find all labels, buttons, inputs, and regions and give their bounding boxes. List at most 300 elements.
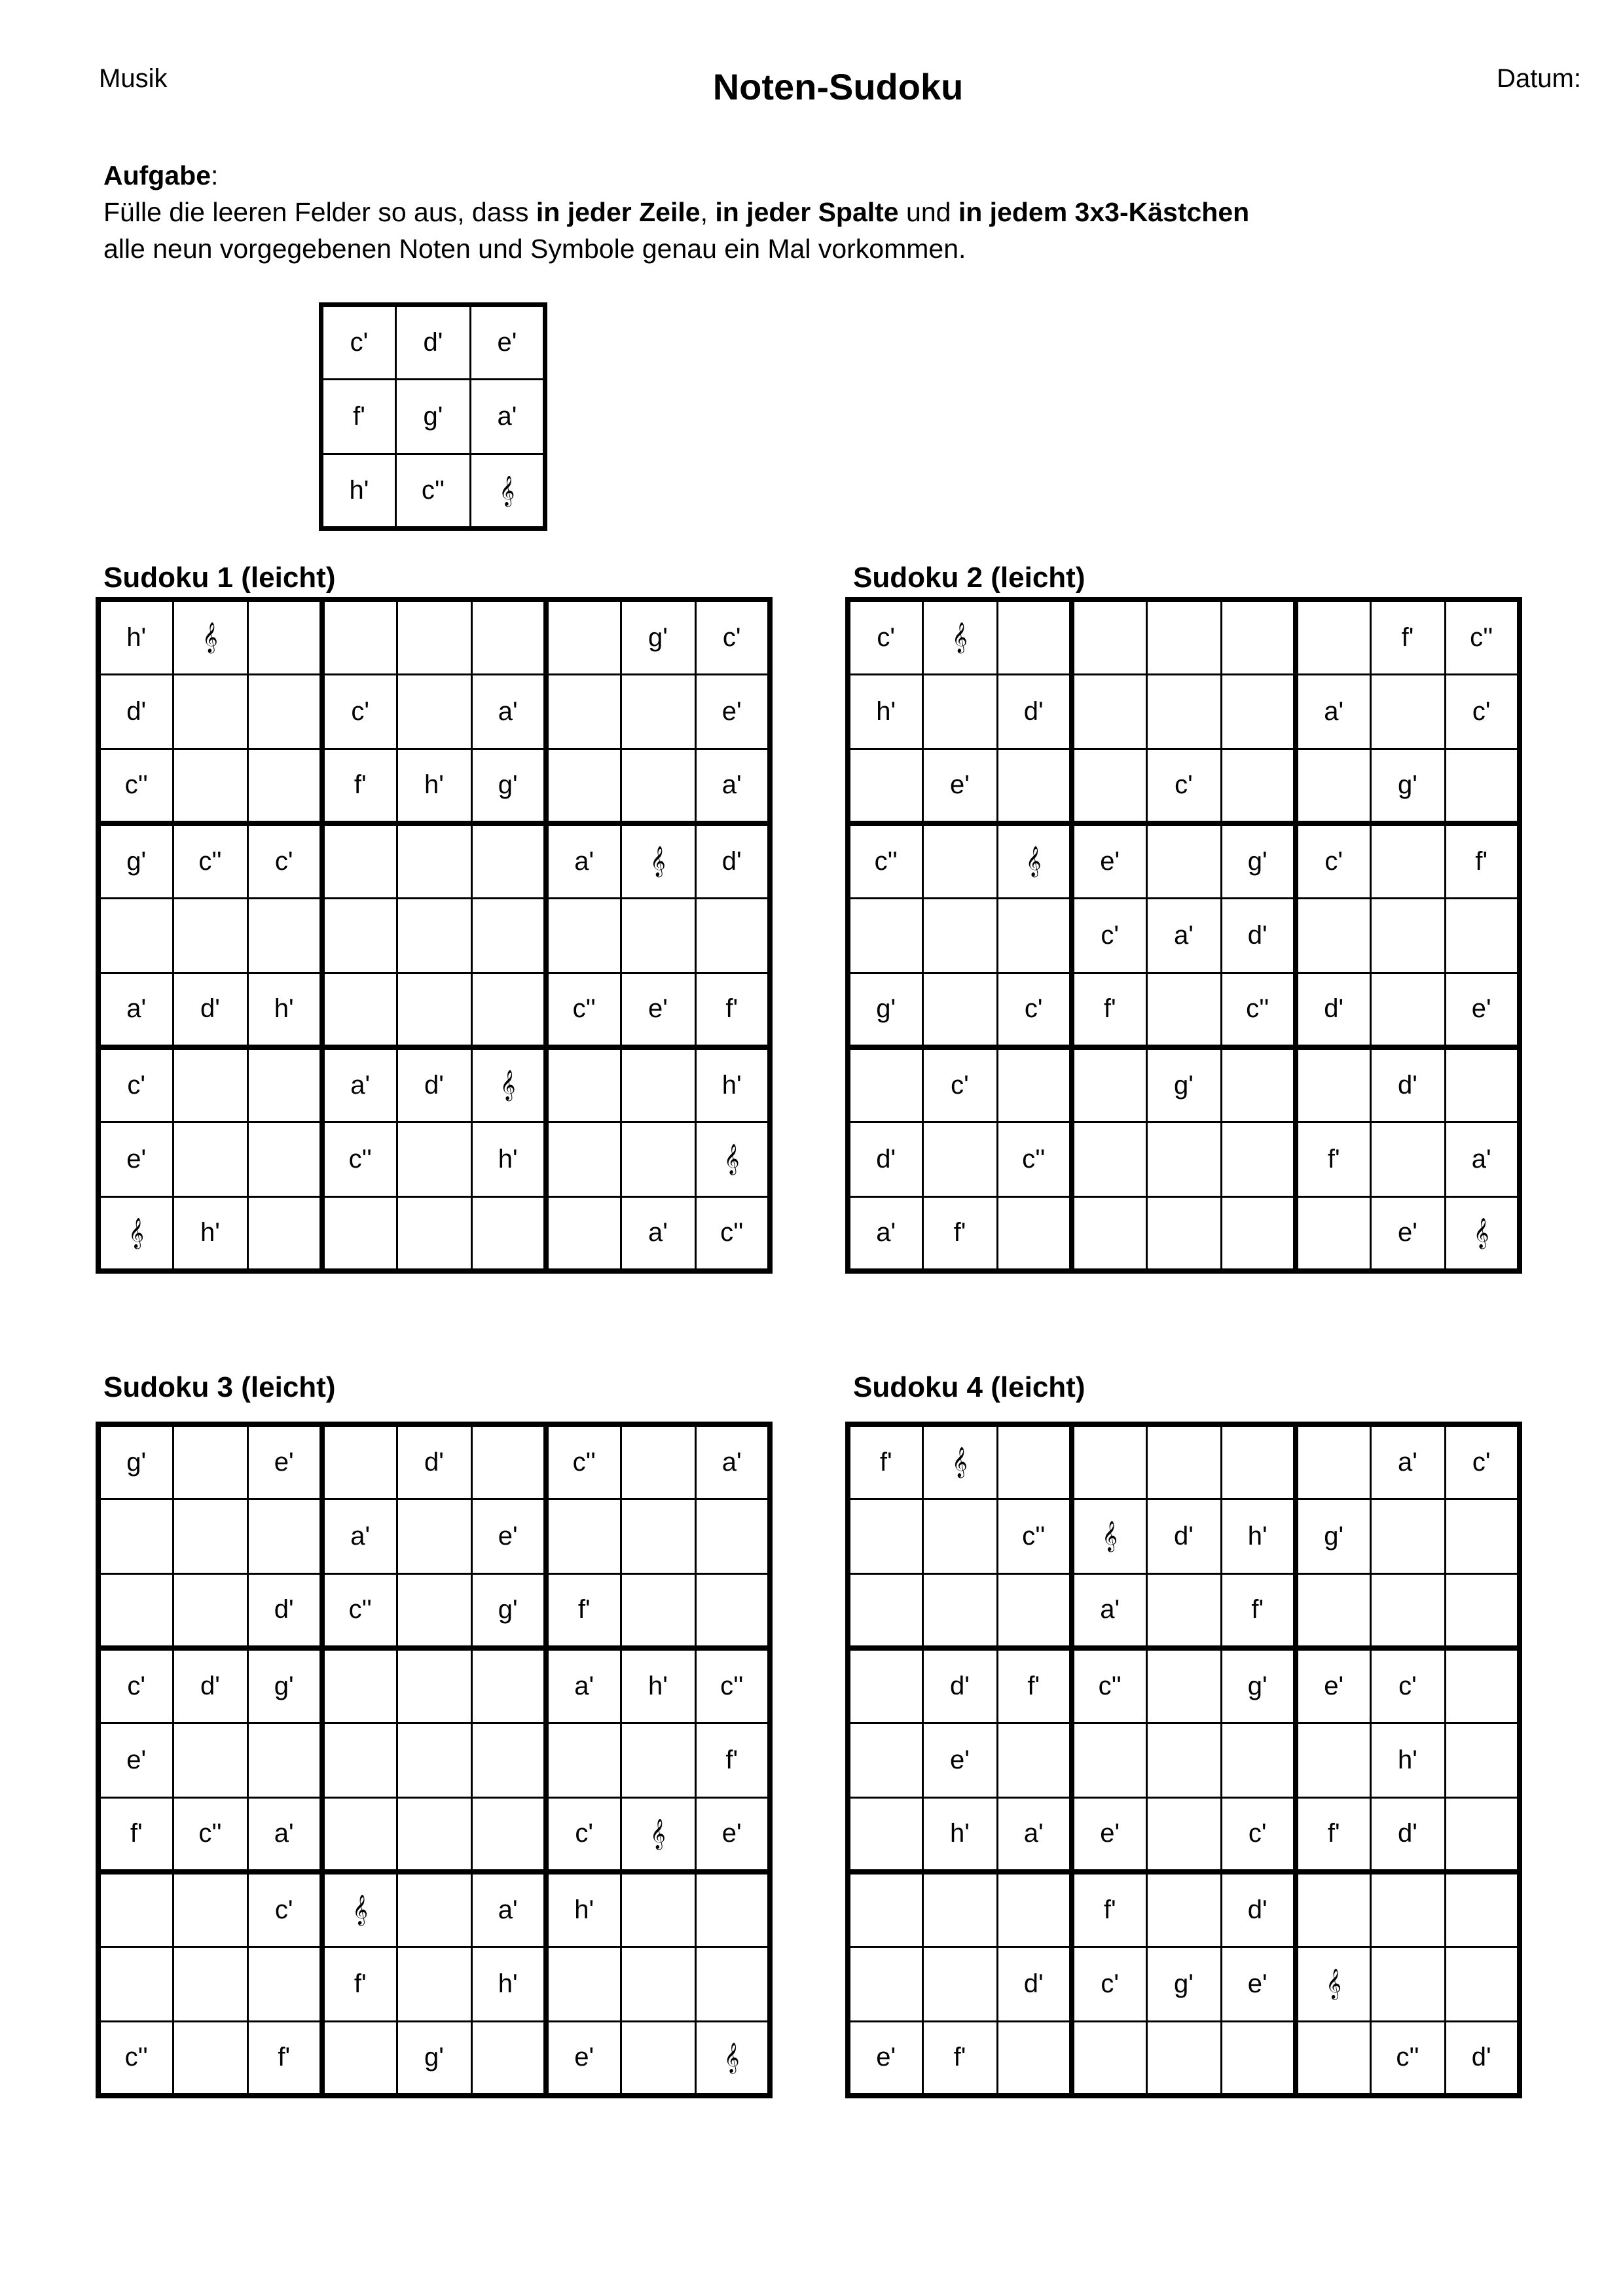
- note-cell: a': [1146, 898, 1221, 973]
- note-cell: d': [247, 1573, 322, 1648]
- empty-cell[interactable]: [397, 1946, 471, 2021]
- treble-clef-icon: 𝄞: [173, 600, 247, 674]
- note-cell: f': [848, 1424, 922, 1499]
- note-cell: a': [471, 1872, 546, 1946]
- note-cell: c'': [997, 1499, 1072, 1573]
- empty-cell[interactable]: [471, 1797, 546, 1872]
- empty-cell[interactable]: [1221, 2021, 1296, 2096]
- empty-cell[interactable]: [322, 1797, 397, 1872]
- sudoku-row: [98, 1499, 770, 1573]
- note-cell: c': [546, 1797, 621, 1872]
- empty-cell[interactable]: [1146, 2021, 1221, 2096]
- note-cell: a': [695, 1424, 770, 1499]
- empty-cell[interactable]: [621, 674, 695, 749]
- empty-cell[interactable]: [322, 1424, 397, 1499]
- empty-cell[interactable]: [997, 1872, 1072, 1946]
- note-cell: c': [1146, 749, 1221, 823]
- empty-cell[interactable]: [848, 1797, 922, 1872]
- empty-cell[interactable]: [546, 1122, 621, 1196]
- task-text: ,: [700, 197, 716, 227]
- empty-cell[interactable]: [1296, 1196, 1370, 1271]
- note-cell: d': [1146, 1499, 1221, 1573]
- empty-cell[interactable]: [997, 1573, 1072, 1648]
- sudoku-1-grid: [96, 597, 773, 1274]
- note-cell: h': [848, 674, 922, 749]
- note-cell: c'': [997, 1122, 1072, 1196]
- empty-cell[interactable]: [397, 1723, 471, 1797]
- empty-cell[interactable]: [922, 674, 997, 749]
- empty-cell[interactable]: [997, 1047, 1072, 1122]
- empty-cell[interactable]: [247, 898, 322, 973]
- note-cell: h': [98, 600, 173, 674]
- task-emphasis: in jeder Spalte: [715, 197, 899, 227]
- empty-cell[interactable]: [1370, 1499, 1445, 1573]
- empty-cell[interactable]: [247, 674, 322, 749]
- note-cell: c': [247, 823, 322, 898]
- empty-cell[interactable]: [621, 898, 695, 973]
- empty-cell[interactable]: [1072, 2021, 1146, 2096]
- empty-cell[interactable]: [173, 1122, 247, 1196]
- empty-cell[interactable]: [1445, 1723, 1520, 1797]
- note-cell: c'': [848, 823, 922, 898]
- empty-cell[interactable]: [397, 1499, 471, 1573]
- note-cell: e': [546, 2021, 621, 2096]
- note-cell: g': [1221, 1648, 1296, 1723]
- note-cell: d': [997, 674, 1072, 749]
- empty-cell[interactable]: [1296, 1872, 1370, 1946]
- empty-cell[interactable]: [848, 749, 922, 823]
- task-line-3: alle neun vorgegebenen Noten und Symbole genau ein Mal vorkommen.: [103, 234, 966, 264]
- empty-cell[interactable]: [848, 1047, 922, 1122]
- note-cell: c'': [546, 1424, 621, 1499]
- note-cell: a': [471, 674, 546, 749]
- empty-cell[interactable]: [471, 600, 546, 674]
- empty-cell[interactable]: [322, 2021, 397, 2096]
- empty-cell[interactable]: [173, 1946, 247, 2021]
- empty-cell[interactable]: [1370, 1872, 1445, 1946]
- empty-cell[interactable]: [997, 898, 1072, 973]
- empty-cell[interactable]: [1296, 1424, 1370, 1499]
- note-cell: e': [621, 973, 695, 1047]
- empty-cell[interactable]: [621, 2021, 695, 2096]
- note-cell: h': [471, 1122, 546, 1196]
- empty-cell[interactable]: [1146, 1122, 1221, 1196]
- sudoku-row: [98, 1872, 770, 1946]
- empty-cell[interactable]: [621, 1573, 695, 1648]
- empty-cell[interactable]: [471, 2021, 546, 2096]
- empty-cell[interactable]: [922, 1946, 997, 2021]
- empty-cell[interactable]: [1296, 1723, 1370, 1797]
- note-cell: f': [1072, 973, 1146, 1047]
- empty-cell[interactable]: [621, 1122, 695, 1196]
- empty-cell[interactable]: [1445, 1872, 1520, 1946]
- empty-cell[interactable]: [621, 749, 695, 823]
- empty-cell[interactable]: [471, 823, 546, 898]
- sudoku-row: [848, 749, 1520, 823]
- empty-cell[interactable]: [322, 898, 397, 973]
- empty-cell[interactable]: [247, 1122, 322, 1196]
- note-cell: g': [1221, 823, 1296, 898]
- empty-cell[interactable]: [848, 1648, 922, 1723]
- empty-cell[interactable]: [546, 1196, 621, 1271]
- empty-cell[interactable]: [1445, 1499, 1520, 1573]
- note-cell: a': [322, 1047, 397, 1122]
- empty-cell[interactable]: [1072, 1047, 1146, 1122]
- empty-cell[interactable]: [997, 1723, 1072, 1797]
- empty-cell[interactable]: [1146, 1196, 1221, 1271]
- empty-cell[interactable]: [546, 600, 621, 674]
- note-cell: c': [1370, 1648, 1445, 1723]
- note-cell: a': [695, 749, 770, 823]
- empty-cell[interactable]: [1445, 1047, 1520, 1122]
- empty-cell[interactable]: [997, 1196, 1072, 1271]
- empty-cell[interactable]: [1221, 1196, 1296, 1271]
- empty-cell[interactable]: [1146, 1797, 1221, 1872]
- empty-cell[interactable]: [397, 1648, 471, 1723]
- sudoku-row: [98, 823, 770, 898]
- task-description: [103, 157, 1249, 267]
- empty-cell[interactable]: [1146, 973, 1221, 1047]
- empty-cell[interactable]: [173, 1047, 247, 1122]
- empty-cell[interactable]: [546, 1723, 621, 1797]
- empty-cell[interactable]: [1072, 1723, 1146, 1797]
- sudoku-row: [848, 898, 1520, 973]
- note-cell: g': [471, 1573, 546, 1648]
- empty-cell[interactable]: [247, 749, 322, 823]
- empty-cell[interactable]: [98, 898, 173, 973]
- empty-cell[interactable]: [322, 973, 397, 1047]
- empty-cell[interactable]: [1296, 600, 1370, 674]
- sudoku-row: [98, 1797, 770, 1872]
- empty-cell[interactable]: [1146, 1424, 1221, 1499]
- empty-cell[interactable]: [1072, 1122, 1146, 1196]
- empty-cell[interactable]: [546, 749, 621, 823]
- empty-cell[interactable]: [1221, 1122, 1296, 1196]
- empty-cell[interactable]: [695, 1499, 770, 1573]
- empty-cell[interactable]: [1146, 1872, 1221, 1946]
- empty-cell[interactable]: [922, 1872, 997, 1946]
- empty-cell[interactable]: [546, 1499, 621, 1573]
- empty-cell[interactable]: [1072, 749, 1146, 823]
- empty-cell[interactable]: [173, 674, 247, 749]
- empty-cell[interactable]: [247, 1047, 322, 1122]
- treble-clef-icon: 𝄞: [695, 2021, 770, 2096]
- note-cell: h': [321, 454, 396, 529]
- empty-cell[interactable]: [471, 1424, 546, 1499]
- sudoku-2-grid: [845, 597, 1522, 1274]
- empty-cell[interactable]: [397, 1573, 471, 1648]
- treble-clef-icon: 𝄞: [1072, 1499, 1146, 1573]
- note-cell: d': [397, 1047, 471, 1122]
- sudoku-row: [848, 1648, 1520, 1723]
- empty-cell[interactable]: [322, 1196, 397, 1271]
- empty-cell[interactable]: [621, 1946, 695, 2021]
- empty-cell[interactable]: [173, 2021, 247, 2096]
- empty-cell[interactable]: [546, 1946, 621, 2021]
- note-cell: c': [997, 973, 1072, 1047]
- empty-cell[interactable]: [1370, 898, 1445, 973]
- empty-cell[interactable]: [471, 1723, 546, 1797]
- note-cell: c'': [322, 1573, 397, 1648]
- empty-cell[interactable]: [1221, 1424, 1296, 1499]
- empty-cell[interactable]: [695, 1872, 770, 1946]
- note-cell: g': [471, 749, 546, 823]
- note-cell: f': [922, 2021, 997, 2096]
- sudoku-row: [848, 823, 1520, 898]
- empty-cell[interactable]: [98, 1872, 173, 1946]
- empty-cell[interactable]: [621, 1723, 695, 1797]
- note-cell: c'': [1370, 2021, 1445, 2096]
- note-cell: e': [922, 749, 997, 823]
- empty-cell[interactable]: [546, 898, 621, 973]
- empty-cell[interactable]: [1296, 749, 1370, 823]
- task-emphasis: in jedem 3x3-Kästchen: [958, 197, 1250, 227]
- sudoku-4-title: Sudoku 4 (leicht): [853, 1371, 1085, 1403]
- note-cell: g': [1296, 1499, 1370, 1573]
- empty-cell[interactable]: [397, 600, 471, 674]
- empty-cell[interactable]: [322, 823, 397, 898]
- empty-cell[interactable]: [1296, 2021, 1370, 2096]
- note-cell: g': [397, 2021, 471, 2096]
- note-cell: d': [396, 305, 471, 380]
- empty-cell[interactable]: [397, 898, 471, 973]
- empty-cell[interactable]: [471, 898, 546, 973]
- page-title: Noten-Sudoku: [712, 66, 964, 107]
- note-cell: a': [1370, 1424, 1445, 1499]
- note-cell: c': [695, 600, 770, 674]
- empty-cell[interactable]: [471, 973, 546, 1047]
- note-cell: g': [1146, 1946, 1221, 2021]
- empty-cell[interactable]: [695, 1573, 770, 1648]
- empty-cell[interactable]: [1296, 898, 1370, 973]
- empty-cell[interactable]: [98, 1946, 173, 2021]
- note-cell: g': [621, 600, 695, 674]
- empty-cell[interactable]: [173, 1499, 247, 1573]
- empty-cell[interactable]: [173, 898, 247, 973]
- note-cell: g': [1146, 1047, 1221, 1122]
- treble-clef-icon: 𝄞: [471, 1047, 546, 1122]
- empty-cell[interactable]: [1370, 1573, 1445, 1648]
- empty-cell[interactable]: [1445, 1797, 1520, 1872]
- empty-cell[interactable]: [173, 1872, 247, 1946]
- sudoku-row: [98, 674, 770, 749]
- sudoku-row: [98, 898, 770, 973]
- treble-clef-icon: 𝄞: [997, 823, 1072, 898]
- empty-cell[interactable]: [98, 1573, 173, 1648]
- sudoku-3-title: Sudoku 3 (leicht): [103, 1371, 336, 1403]
- note-cell: c': [848, 600, 922, 674]
- empty-cell[interactable]: [1296, 1047, 1370, 1122]
- note-cell: d': [1221, 1872, 1296, 1946]
- note-cell: c': [98, 1648, 173, 1723]
- empty-cell[interactable]: [322, 1648, 397, 1723]
- empty-cell[interactable]: [322, 1723, 397, 1797]
- treble-clef-icon: 𝄞: [621, 823, 695, 898]
- empty-cell[interactable]: [922, 973, 997, 1047]
- sudoku-row: [848, 1797, 1520, 1872]
- empty-cell[interactable]: [98, 1499, 173, 1573]
- empty-cell[interactable]: [1370, 823, 1445, 898]
- empty-cell[interactable]: [1370, 973, 1445, 1047]
- note-cell: a': [1445, 1122, 1520, 1196]
- empty-cell[interactable]: [621, 1499, 695, 1573]
- note-cell: f': [922, 1196, 997, 1271]
- empty-cell[interactable]: [922, 1499, 997, 1573]
- empty-cell[interactable]: [1445, 1648, 1520, 1723]
- task-line-2: [103, 194, 1249, 230]
- empty-cell[interactable]: [546, 1047, 621, 1122]
- empty-cell[interactable]: [247, 1946, 322, 2021]
- note-cell: c'': [695, 1648, 770, 1723]
- empty-cell[interactable]: [1072, 1196, 1146, 1271]
- sudoku-row: [848, 1047, 1520, 1122]
- empty-cell[interactable]: [922, 898, 997, 973]
- empty-cell[interactable]: [1221, 1723, 1296, 1797]
- empty-cell[interactable]: [1370, 1122, 1445, 1196]
- empty-cell[interactable]: [1072, 674, 1146, 749]
- note-cell: e': [695, 674, 770, 749]
- empty-cell[interactable]: [848, 898, 922, 973]
- note-cell: d': [1221, 898, 1296, 973]
- empty-cell[interactable]: [1445, 1573, 1520, 1648]
- note-cell: f': [1296, 1797, 1370, 1872]
- treble-clef-icon: 𝄞: [1296, 1946, 1370, 2021]
- empty-cell[interactable]: [1221, 1047, 1296, 1122]
- note-cell: a': [546, 823, 621, 898]
- empty-cell[interactable]: [848, 1946, 922, 2021]
- empty-cell[interactable]: [1221, 749, 1296, 823]
- empty-cell[interactable]: [247, 1196, 322, 1271]
- note-cell: a': [848, 1196, 922, 1271]
- note-cell: h': [1370, 1723, 1445, 1797]
- empty-cell[interactable]: [1445, 898, 1520, 973]
- empty-cell[interactable]: [695, 1946, 770, 2021]
- note-cell: f': [322, 1946, 397, 2021]
- empty-cell[interactable]: [397, 674, 471, 749]
- note-cell: d': [922, 1648, 997, 1723]
- empty-cell[interactable]: [997, 749, 1072, 823]
- sudoku-row: [848, 1196, 1520, 1271]
- empty-cell[interactable]: [621, 1424, 695, 1499]
- task-text: und: [898, 197, 958, 227]
- note-cell: d': [173, 1648, 247, 1723]
- empty-cell[interactable]: [397, 1196, 471, 1271]
- note-cell: f': [322, 749, 397, 823]
- empty-cell[interactable]: [322, 600, 397, 674]
- sudoku-row: [98, 973, 770, 1047]
- note-cell: a': [247, 1797, 322, 1872]
- note-cell: c': [247, 1872, 322, 1946]
- note-cell: h': [621, 1648, 695, 1723]
- empty-cell[interactable]: [922, 1122, 997, 1196]
- empty-cell[interactable]: [397, 973, 471, 1047]
- empty-cell[interactable]: [848, 1499, 922, 1573]
- empty-cell[interactable]: [1221, 600, 1296, 674]
- empty-cell[interactable]: [397, 1797, 471, 1872]
- empty-cell[interactable]: [1146, 674, 1221, 749]
- note-cell: c': [322, 674, 397, 749]
- empty-cell[interactable]: [1370, 1946, 1445, 2021]
- empty-cell[interactable]: [997, 600, 1072, 674]
- note-cell: c': [1221, 1797, 1296, 1872]
- note-cell: d': [173, 973, 247, 1047]
- sudoku-row: [98, 1648, 770, 1723]
- note-cell: f': [695, 1723, 770, 1797]
- empty-cell[interactable]: [1146, 600, 1221, 674]
- empty-cell[interactable]: [997, 1424, 1072, 1499]
- empty-cell[interactable]: [471, 1648, 546, 1723]
- sudoku-row: [848, 1122, 1520, 1196]
- sudoku-row: [98, 1723, 770, 1797]
- treble-clef-icon: 𝄞: [471, 454, 545, 529]
- empty-cell[interactable]: [173, 1723, 247, 1797]
- empty-cell[interactable]: [997, 2021, 1072, 2096]
- empty-cell[interactable]: [173, 1424, 247, 1499]
- empty-cell[interactable]: [173, 749, 247, 823]
- empty-cell[interactable]: [621, 1047, 695, 1122]
- note-cell: a': [471, 380, 545, 454]
- empty-cell[interactable]: [1146, 1723, 1221, 1797]
- empty-cell[interactable]: [1146, 823, 1221, 898]
- empty-cell[interactable]: [471, 1196, 546, 1271]
- empty-cell[interactable]: [848, 1573, 922, 1648]
- note-cell: g': [848, 973, 922, 1047]
- empty-cell[interactable]: [397, 823, 471, 898]
- empty-cell[interactable]: [173, 1573, 247, 1648]
- empty-cell[interactable]: [621, 1872, 695, 1946]
- note-cell: e': [471, 305, 545, 380]
- empty-cell[interactable]: [1370, 674, 1445, 749]
- task-text: Fülle die leeren Felder so aus, dass: [103, 197, 536, 227]
- empty-cell[interactable]: [922, 1573, 997, 1648]
- empty-cell[interactable]: [1072, 1424, 1146, 1499]
- empty-cell[interactable]: [247, 1723, 322, 1797]
- empty-cell[interactable]: [397, 1872, 471, 1946]
- note-cell: a': [621, 1196, 695, 1271]
- empty-cell[interactable]: [1146, 1648, 1221, 1723]
- treble-clef-icon: 𝄞: [695, 1122, 770, 1196]
- note-cell: h': [922, 1797, 997, 1872]
- empty-cell[interactable]: [1445, 749, 1520, 823]
- sudoku-row: [848, 1424, 1520, 1499]
- empty-cell[interactable]: [1296, 1573, 1370, 1648]
- empty-cell[interactable]: [247, 600, 322, 674]
- sudoku-row: [98, 1573, 770, 1648]
- empty-cell[interactable]: [546, 674, 621, 749]
- empty-cell[interactable]: [1221, 674, 1296, 749]
- empty-cell[interactable]: [1445, 1946, 1520, 2021]
- empty-cell[interactable]: [922, 823, 997, 898]
- empty-cell[interactable]: [1072, 600, 1146, 674]
- empty-cell[interactable]: [848, 1872, 922, 1946]
- note-cell: f': [695, 973, 770, 1047]
- empty-cell[interactable]: [247, 1499, 322, 1573]
- note-cell: c': [1445, 674, 1520, 749]
- note-cell: c': [922, 1047, 997, 1122]
- note-cell: g': [98, 1424, 173, 1499]
- task-emphasis: in jeder Zeile: [536, 197, 701, 227]
- empty-cell[interactable]: [695, 898, 770, 973]
- sudoku-row: [98, 2021, 770, 2096]
- empty-cell[interactable]: [397, 1122, 471, 1196]
- note-cell: c'': [396, 454, 471, 529]
- empty-cell[interactable]: [1146, 1573, 1221, 1648]
- note-cell: d': [1445, 2021, 1520, 2096]
- note-cell: g': [1370, 749, 1445, 823]
- note-cell: c'': [1221, 973, 1296, 1047]
- empty-cell[interactable]: [848, 1723, 922, 1797]
- note-cell: e': [98, 1723, 173, 1797]
